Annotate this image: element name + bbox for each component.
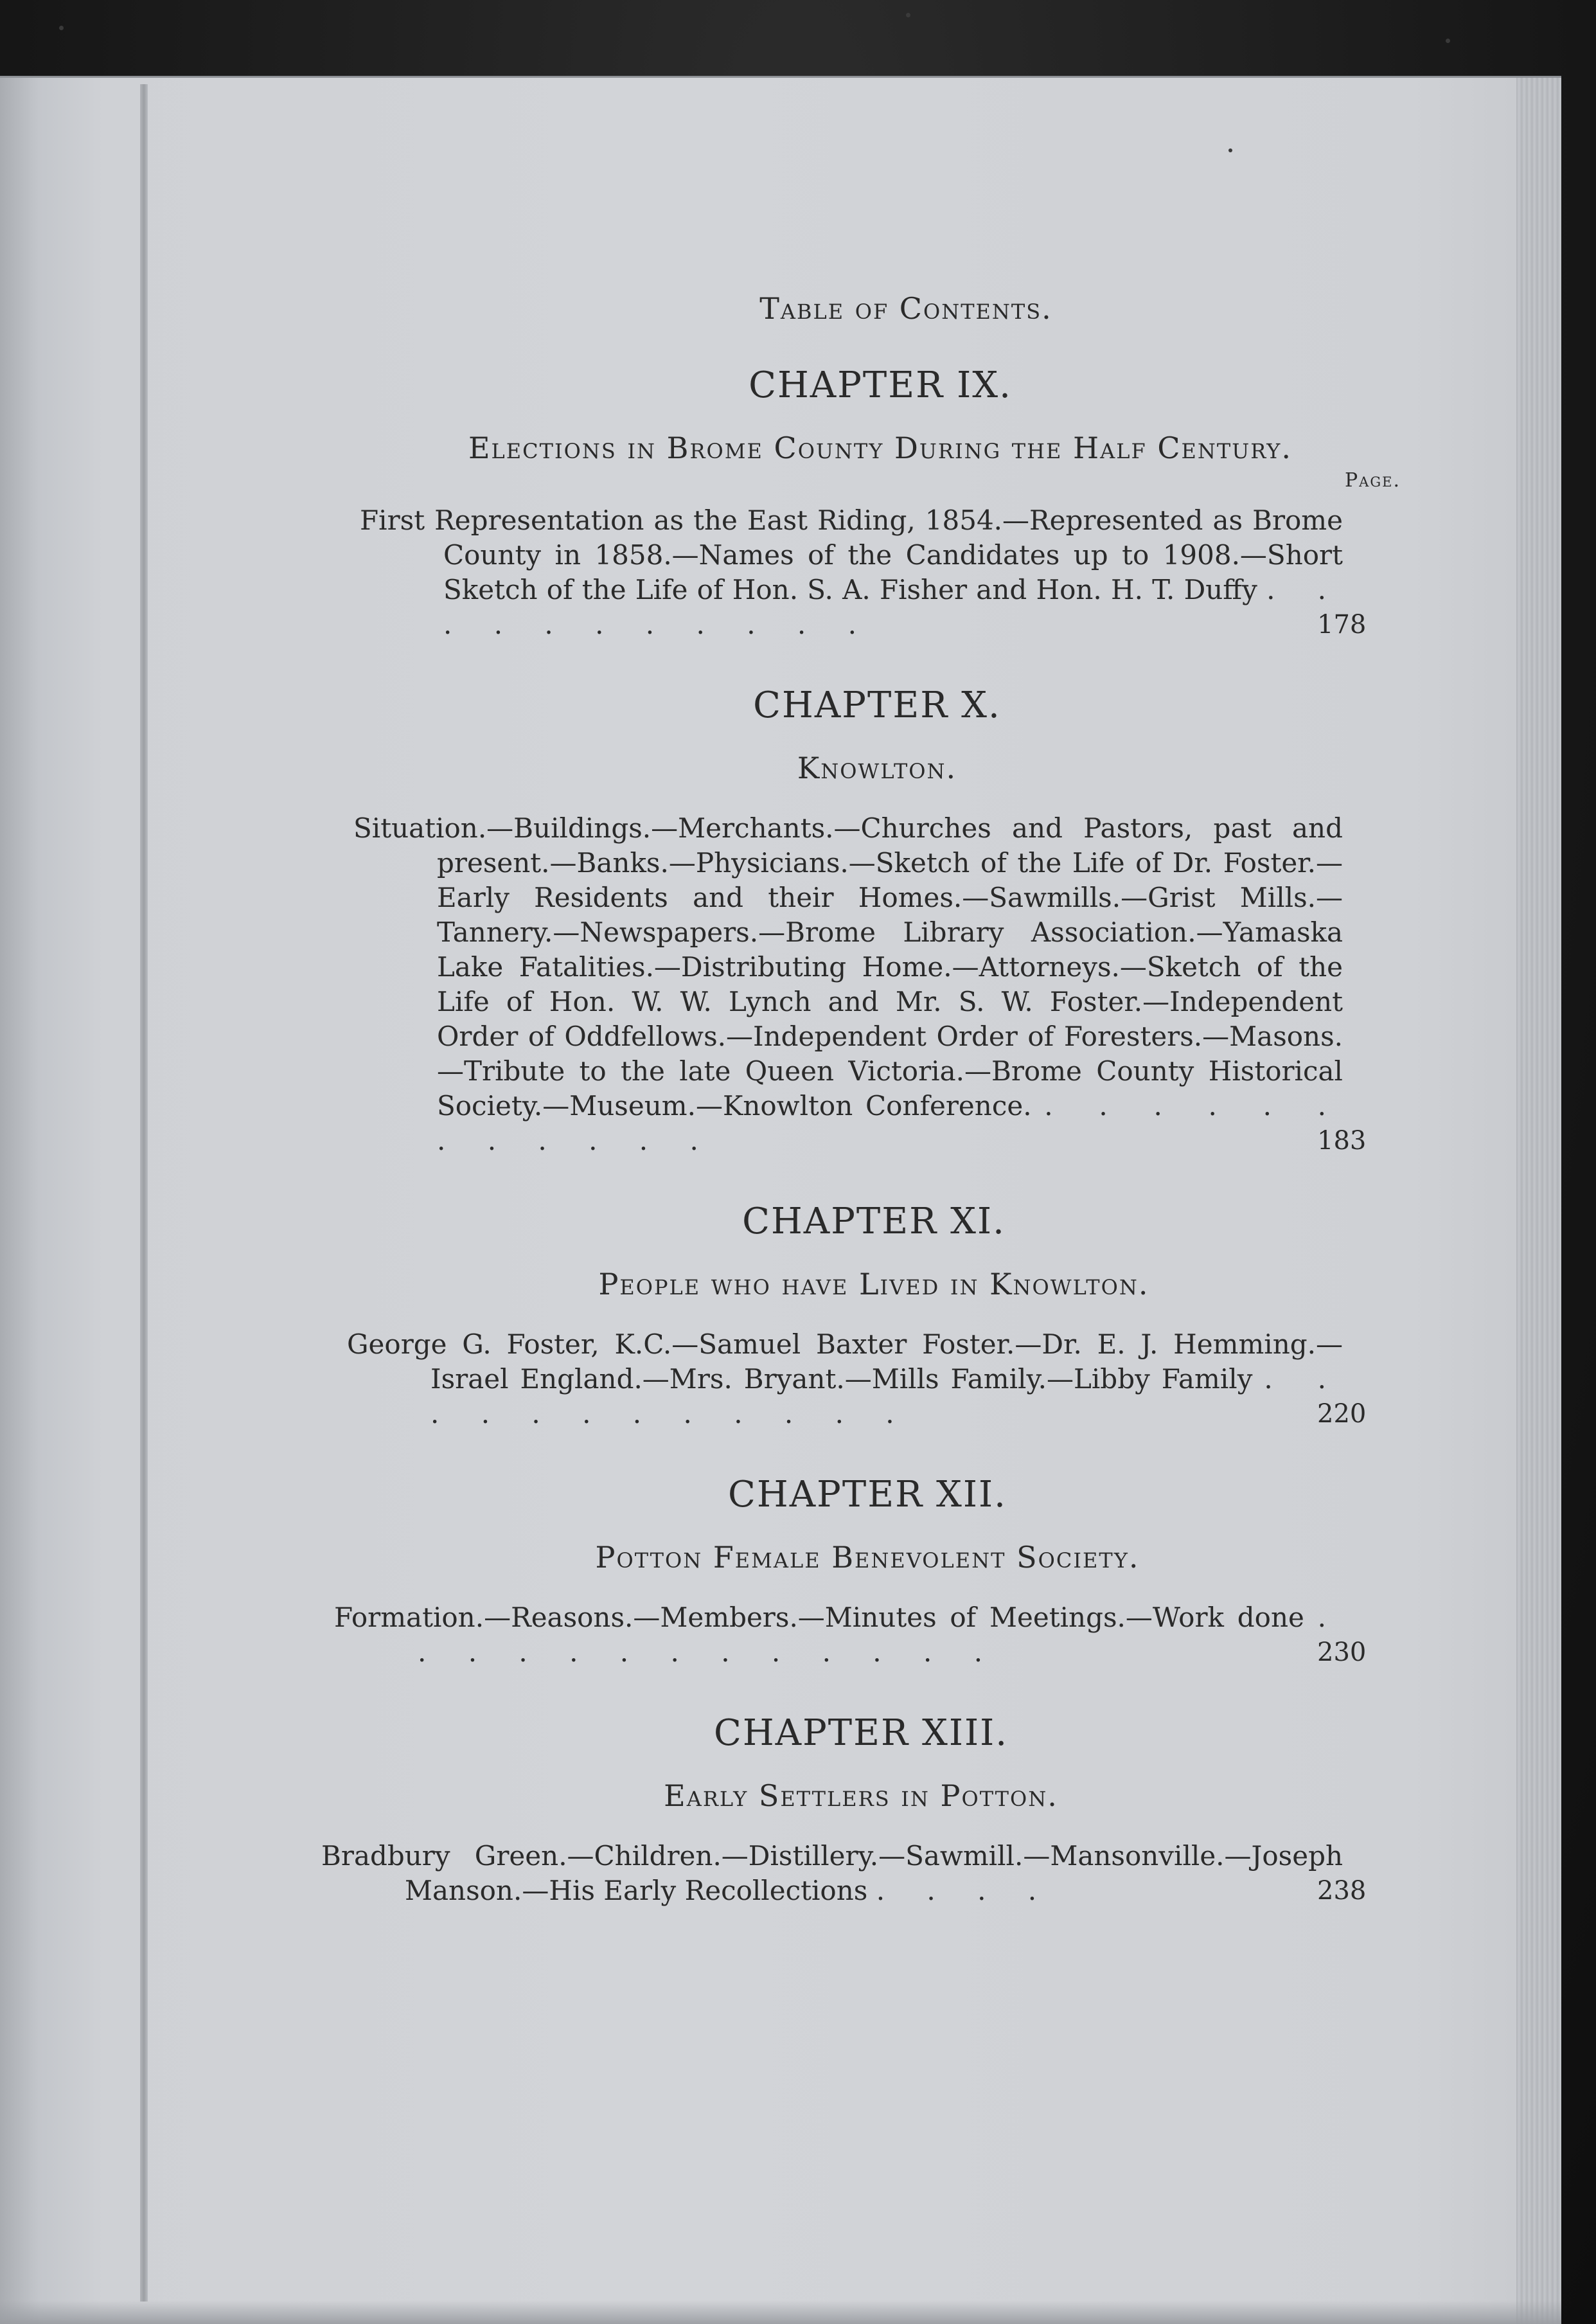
entry-text: First Representation as the East Riding, 1854.—Represented as Brome County in 1858.—Names of the Candidates up to 1908.—Short Sketch of the Life of Hon. S. A. Fisher and Hon. H. T. Duffy [360, 505, 1343, 605]
page-bottom-shadow [0, 2300, 1561, 2324]
dust-speck [1228, 148, 1232, 152]
entry-text: Situation.—Buildings.—Merchants.—Churches and Pastors, past and present.—Banks.—Physicians.—Sketch of the Life of Dr. Foster.—Early Residents and their Homes.—Sawmills.—Grist Mills.—Tannery.—Newspapers.—Brome Library Association.—Yamaska Lake Fatalities.—Distributing Home.—Attorneys.—Sketch of the Life of Hon. W. W. Lynch and Mr. S. W. Foster.—Independent Order of Oddfellows.—Independent Order of Foresters.—Masons.—Tribute to the late Queen Victoria.—Brome County Historical Society.—Museum.—Knowlton Conference. [353, 812, 1343, 1122]
dot-leaders: . . . . . . . . . . . . . [418, 1602, 1343, 1668]
chapter-section [347, 1201, 1401, 1431]
entry-text: Formation.—Reasons.—Members.—Minutes of Meetings.—Work done [334, 1602, 1304, 1633]
chapter-entry: First Representation as the East Riding, 1854.—Represented as Brome County in 1858.—Names of the Candidates up to 1908.—Short Sketch of the Life of Hon. S. A. Fisher and Hon. H. T. Duffy . . . . . . . . . . . 178 [360, 505, 1367, 640]
page-column-label: Page. [1345, 469, 1401, 492]
entry-text: Bradbury Green.—Children.—Distillery.—Sawmill.—Mansonville.—Joseph Manson.—His Early Recollections [321, 1840, 1343, 1906]
chapter-heading: CHAPTER X. [753, 684, 1001, 726]
chapter-entry: Situation.—Buildings.—Merchants.—Churches and Pastors, past and present.—Banks.—Physicians.—Sketch of the Life of Dr. Foster.—Early Residents and their Homes.—Sawmills.—Grist Mills.—Tannery.—Newspapers.—Brome Library Association.—Yamaska Lake Fatalities.—Distributing Home.—Attorneys.—Sketch of the Life of Hon. W. W. Lynch and Mr. S. W. Foster.—Independent Order of Oddfellows.—Independent Order of Foresters.—Masons.—Tribute to the late Queen Victoria.—Brome County Historical Society.—Museum.—Knowlton Conference. . . . . . . . . . . . . 183 [353, 812, 1367, 1156]
page-gutter-crease [140, 84, 148, 2302]
chapter-section [360, 364, 1401, 642]
dust-speck [59, 26, 64, 30]
dot-leaders: . . . . [876, 1875, 1054, 1906]
chapter-entry: George G. Foster, K.C.—Samuel Baxter Foster.—Dr. E. J. Hemming.—Israel England.—Mrs. Bryant.—Mills Family.—Libby Family . . . . . . . . . . . . 220 [347, 1328, 1367, 1429]
chapter-subtitle: Potton Female Benevolent Society. [595, 1540, 1140, 1575]
page-edge-stack [1516, 78, 1561, 2324]
chapter-entry: Bradbury Green.—Children.—Distillery.—Sawmill.—Mansonville.—Joseph Manson.—His Early Recollections . . . . 238 [321, 1840, 1367, 1906]
chapter-subtitle: Early Settlers in Potton. [664, 1778, 1058, 1813]
chapter-heading: CHAPTER XII. [728, 1474, 1007, 1515]
dust-speck [906, 13, 910, 17]
dust-speck [1446, 39, 1450, 43]
chapter-entry: Formation.—Reasons.—Members.—Minutes of Meetings.—Work done . . . . . . . . . . . . . 230 [334, 1602, 1367, 1668]
chapter-subtitle: People who have Lived in Knowlton. [598, 1267, 1149, 1301]
chapter-heading: CHAPTER XI. [742, 1201, 1006, 1242]
chapter-subtitle: Knowlton. [797, 751, 957, 785]
toc-title: Table of Contents. [759, 291, 1052, 326]
chapter-section [334, 1474, 1401, 1670]
chapter-heading: CHAPTER IX. [749, 364, 1012, 406]
chapter-subtitle: Elections in Brome County During the Half Century. [468, 431, 1293, 465]
chapter-heading: CHAPTER XIII. [713, 1712, 1009, 1754]
dot-leaders: . . . . . . . . . . . [443, 574, 1343, 640]
entry-text: George G. Foster, K.C.—Samuel Baxter Foster.—Dr. E. J. Hemming.—Israel England.—Mrs. Bryant.—Mills Family.—Libby Family [347, 1328, 1343, 1395]
table-of-contents [321, 291, 1401, 1951]
chapter-section [353, 684, 1401, 1158]
dot-leaders: . . . . . . . . . . . . [437, 1090, 1343, 1156]
book-page [0, 76, 1561, 2324]
dot-leaders: . . . . . . . . . . . . [430, 1363, 1343, 1429]
chapter-section [321, 1712, 1401, 1908]
